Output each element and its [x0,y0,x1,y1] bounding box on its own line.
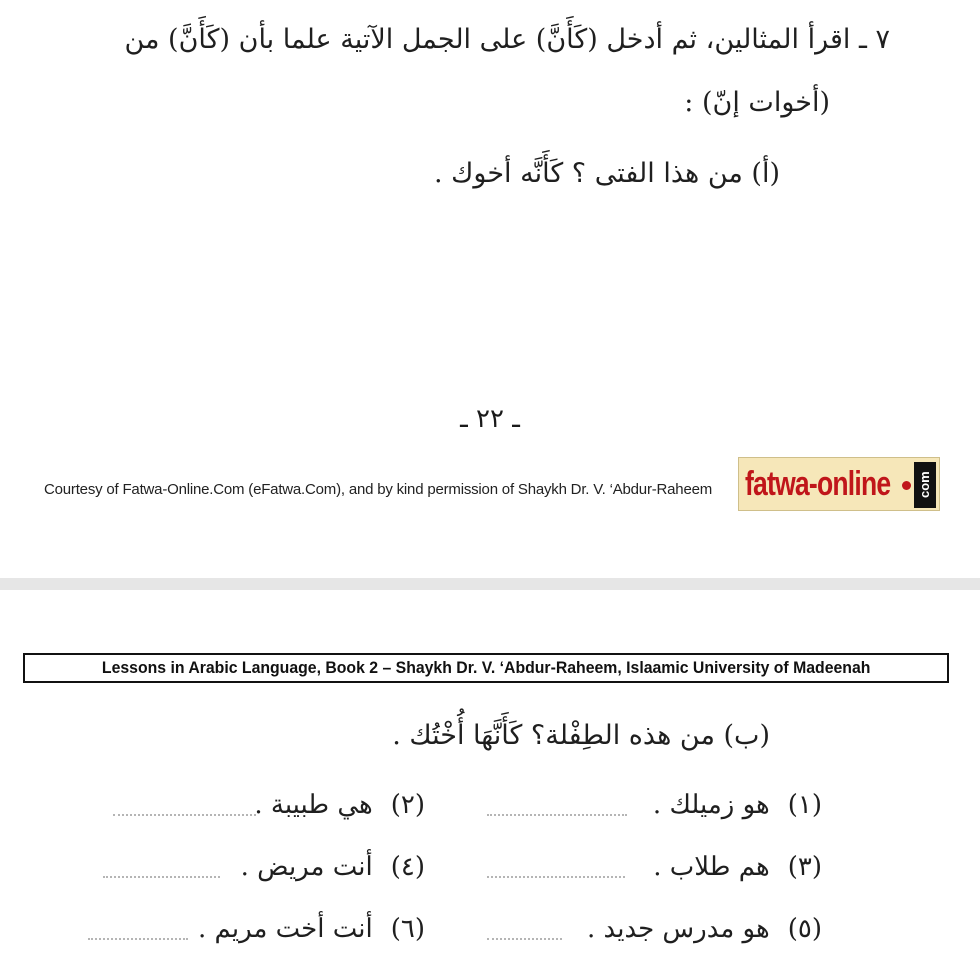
exercise-item-2 [254,790,425,820]
item-text: أنت أخت مريم . [198,914,373,944]
logo-dot-icon [902,481,911,490]
answer-line-4 [103,876,220,878]
exercise-instruction-line-2: (أخوات إنّ) : [684,87,830,118]
item-text: هو زميلك . [652,790,770,820]
answer-line-6 [88,938,188,940]
example-b: (ب) من هذه الطِفْلة؟ كَأَنَّهَا أُخْتُك . [392,720,770,751]
item-number: (٤) [390,852,425,882]
example-a: (أ) من هذا الفتى ؟ كَأَنَّه أخوك . [434,158,780,189]
answer-line-3 [487,876,625,878]
answer-line-1 [487,814,627,816]
item-number: (٣) [787,852,822,882]
running-header-text: Lessons in Arabic Language, Book 2 – Shaykh Dr. V. ‘Abdur-Raheem, Islaamic University of Madeenah [101,658,871,677]
exercise-item-6 [198,914,425,944]
exercise-item-5 [587,914,822,944]
logo-tld: com [917,471,932,499]
item-number: (١) [787,790,822,820]
courtesy-note: Courtesy of Fatwa-Online.Com (eFatwa.Com), and by kind permission of Shaykh Dr. V. ‘Abdur-Raheem [44,481,713,498]
logo-wordmark: fatwa-online [745,465,891,503]
item-text: أنت مريض . [240,852,373,882]
exercise-item-4 [241,852,425,882]
item-text: هي طبيبة . [254,790,373,820]
document-page-bottom [0,590,980,963]
exercise-item-3 [653,852,822,882]
item-number: (٥) [787,914,822,944]
answer-line-5 [487,938,562,940]
item-number: (٦) [390,914,425,944]
fatwa-online-logo [738,457,940,511]
exercise-item-1 [653,790,822,820]
page-separator [0,578,980,590]
answer-line-2 [113,814,256,816]
exercise-instruction-line-1: ٧ ـ اقرأ المثالين، ثم أدخل (كَأَنَّ) على الجمل الآتية علما بأن (كَأَنَّ) من [124,24,890,55]
item-text: هو مدرس جديد . [587,914,770,944]
item-text: هم طلاب . [653,852,770,882]
running-header [23,653,949,683]
page-number: ـ ٢٢ ـ [460,404,520,434]
item-number: (٢) [390,790,425,820]
